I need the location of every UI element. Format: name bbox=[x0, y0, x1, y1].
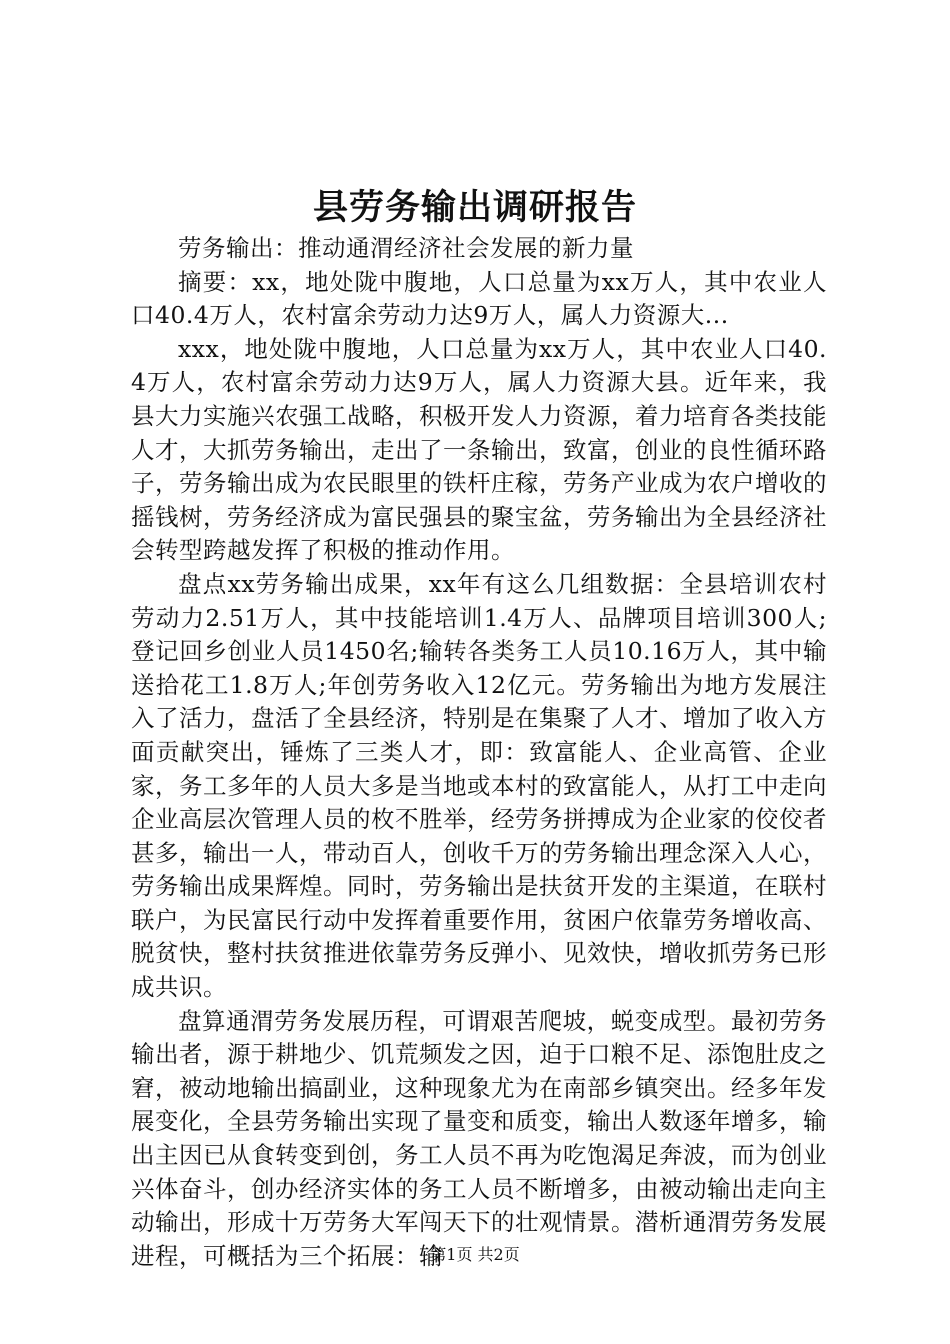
page-number-footer: 第1页 共2页 bbox=[430, 1245, 520, 1264]
document-title: 县劳务输出调研报告 bbox=[312, 187, 637, 228]
document-body bbox=[131, 232, 827, 1273]
body-paragraph: 盘点xx劳务输出成果，xx年有这么几组数据：全县培训农村劳动力2.51万人，其中技能培训1.4万人、品牌项目培训300人;登记回乡创业人员1450名;输转各类务工人员10.16万人，其中输送拾花工1.8万人;年创劳务收入12亿元。劳务输出为地方发展注入了活力，盘活了全县经济，特别是在集聚了人才、增加了收入方面贡献突出，锤炼了三类人才，即：致富能人、企业高管、企业家，务工多年的人员大多是当地或本村的致富能人，从打工中走向企业高层次管理人员的枚不胜举，经劳务拼搏成为企业家的佼佼者甚多，输出一人，带动百人，创收千万的劳务输出理念深入人心，劳务输出成果辉煌。同时，劳务输出是扶贫开发的主渠道，在联村联户，为民富民行动中发挥着重要作用，贫困户依靠劳务增收高、脱贫快，整村扶贫推进依靠劳务反弹小、见效快，增收抓劳务已形成共识。 bbox=[131, 569, 827, 1002]
subtitle-paragraph: 劳务输出：推动通渭经济社会发展的新力量 bbox=[178, 234, 634, 262]
body-paragraph: 盘算通渭劳务发展历程，可谓艰苦爬坡，蜕变成型。最初劳务输出者，源于耕地少、饥荒频发之因，迫于口粮不足、添饱肚皮之窘，被动地输出搞副业，这种现象尤为在南部乡镇突出。经多年发展变化，全县劳务输出实现了量变和质变，输出人数逐年增多，输出主因已从食转变到创，务工人员不再为吃饱渴足奔波，而为创业兴体奋斗，创办经济实体的务工人员不断增多，由被动输出走向主动输出，形成十万劳务大军闯天下的壮观情景。潜析通渭劳务发展进程，可概括为三个拓展：输 bbox=[131, 1006, 827, 1270]
abstract-paragraph: 摘要：xx，地处陇中腹地，人口总量为xx万人，其中农业人口40.4万人，农村富余劳动力达9万人，属人力资源大... bbox=[131, 267, 827, 330]
body-paragraph: xxx，地处陇中腹地，人口总量为xx万人，其中农业人口40.4万人，农村富余劳动力达9万人，属人力资源大县。近年来，我县大力实施兴农强工战略，积极开发人力资源，着力培育各类技能人才，大抓劳务输出，走出了一条输出，致富，创业的良性循环路子，劳务输出成为农民眼里的铁杆庄稼，劳务产业成为农户增收的摇钱树，劳务经济成为富民强县的聚宝盆，劳务输出为全县经济社会转型跨越发挥了积极的推动作用。 bbox=[131, 334, 827, 565]
